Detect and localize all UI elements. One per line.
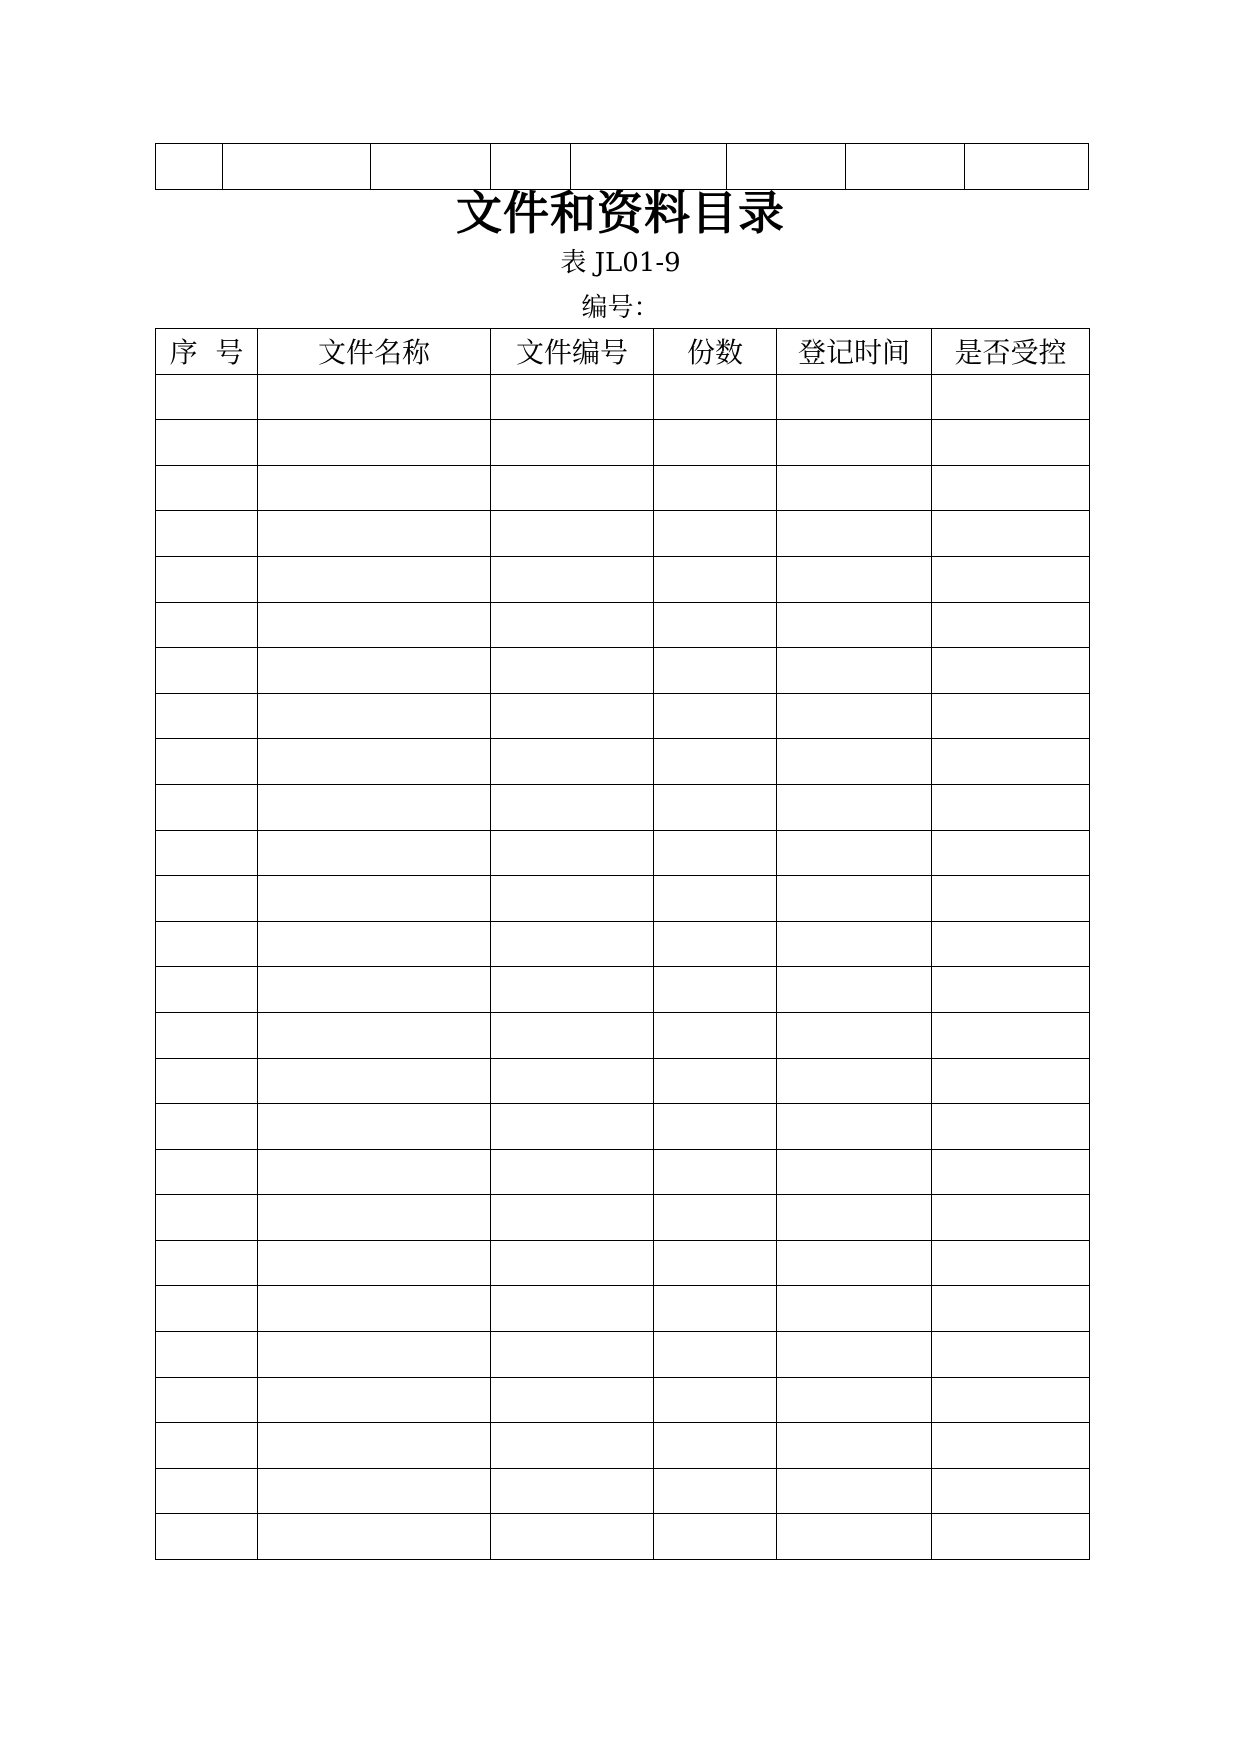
table-row: [156, 465, 1090, 511]
table-cell[interactable]: [932, 1286, 1090, 1332]
table-cell[interactable]: [258, 1468, 491, 1514]
table-row: [156, 1149, 1090, 1195]
table-cell[interactable]: [156, 830, 258, 876]
table-cell[interactable]: [491, 1423, 654, 1469]
table-cell[interactable]: [156, 420, 258, 466]
table-cell[interactable]: [777, 1240, 932, 1286]
table-cell[interactable]: [156, 1286, 258, 1332]
table-cell[interactable]: [777, 602, 932, 648]
table-cell[interactable]: [654, 1468, 777, 1514]
table-cell[interactable]: [932, 1468, 1090, 1514]
table-cell[interactable]: [156, 1195, 258, 1241]
table-cell[interactable]: [777, 693, 932, 739]
table-cell[interactable]: [258, 420, 491, 466]
table-row: [156, 1104, 1090, 1150]
table-cell[interactable]: [258, 1012, 491, 1058]
table-cell[interactable]: [932, 830, 1090, 876]
table-cell[interactable]: [258, 1195, 491, 1241]
table-cell[interactable]: [156, 465, 258, 511]
table-cell[interactable]: [156, 1514, 258, 1560]
table-cell[interactable]: [156, 511, 258, 557]
table-cell[interactable]: [491, 739, 654, 785]
table-cell[interactable]: [654, 374, 777, 420]
column-header-register-time: 登记时间: [777, 329, 932, 375]
table-row: [156, 876, 1090, 922]
table-header-row: [156, 329, 1090, 375]
table-cell[interactable]: [491, 1240, 654, 1286]
table-cell[interactable]: [777, 465, 932, 511]
table-cell[interactable]: [932, 693, 1090, 739]
table-cell[interactable]: [777, 830, 932, 876]
table-cell[interactable]: [777, 1286, 932, 1332]
table-cell[interactable]: [777, 1377, 932, 1423]
table-cell[interactable]: [258, 876, 491, 922]
table-cell[interactable]: [654, 602, 777, 648]
table-cell[interactable]: [777, 1332, 932, 1378]
table-cell[interactable]: [156, 1149, 258, 1195]
table-cell[interactable]: [777, 739, 932, 785]
table-row: [156, 1468, 1090, 1514]
table-cell[interactable]: [932, 1104, 1090, 1150]
table-row: [156, 648, 1090, 694]
table-cell[interactable]: [491, 511, 654, 557]
table-cell[interactable]: [491, 374, 654, 420]
table-cell[interactable]: [156, 1012, 258, 1058]
table-cell[interactable]: [491, 602, 654, 648]
table-cell[interactable]: [491, 693, 654, 739]
table-cell[interactable]: [258, 648, 491, 694]
table-cell[interactable]: [932, 1149, 1090, 1195]
table-cell[interactable]: [156, 1377, 258, 1423]
form-code: 表 JL01-9: [560, 248, 681, 278]
table-cell[interactable]: [156, 1104, 258, 1150]
table-cell[interactable]: [654, 1286, 777, 1332]
table-cell[interactable]: [654, 1195, 777, 1241]
table-cell[interactable]: [258, 1058, 491, 1104]
table-cell[interactable]: [777, 1468, 932, 1514]
table-cell[interactable]: [654, 556, 777, 602]
table-cell[interactable]: [258, 921, 491, 967]
table-cell[interactable]: [491, 876, 654, 922]
table-cell[interactable]: [156, 876, 258, 922]
table-cell[interactable]: [654, 784, 777, 830]
table-cell[interactable]: [932, 556, 1090, 602]
table-cell[interactable]: [932, 602, 1090, 648]
table-cell[interactable]: [932, 1012, 1090, 1058]
table-cell[interactable]: [258, 556, 491, 602]
table-cell[interactable]: [932, 374, 1090, 420]
table-cell[interactable]: [932, 739, 1090, 785]
table-row: [156, 1195, 1090, 1241]
table-cell[interactable]: [491, 967, 654, 1013]
table-cell[interactable]: [932, 967, 1090, 1013]
table-cell[interactable]: [654, 1240, 777, 1286]
table-cell[interactable]: [654, 1104, 777, 1150]
table-cell[interactable]: [491, 648, 654, 694]
table-row: [156, 1423, 1090, 1469]
table-cell[interactable]: [777, 648, 932, 694]
table-row: [156, 420, 1090, 466]
table-cell[interactable]: [932, 420, 1090, 466]
table-cell[interactable]: [258, 784, 491, 830]
table-cell[interactable]: [932, 1423, 1090, 1469]
table-cell[interactable]: [777, 1149, 932, 1195]
table-cell[interactable]: [156, 784, 258, 830]
table-cell[interactable]: [777, 1012, 932, 1058]
table-cell[interactable]: [156, 556, 258, 602]
table-cell[interactable]: [491, 1468, 654, 1514]
table-cell[interactable]: [258, 739, 491, 785]
table-cell[interactable]: [258, 374, 491, 420]
table-cell[interactable]: [654, 1058, 777, 1104]
table-cell[interactable]: [156, 921, 258, 967]
table-cell[interactable]: [932, 921, 1090, 967]
table-cell[interactable]: [654, 1514, 777, 1560]
table-cell[interactable]: [258, 1377, 491, 1423]
table-cell[interactable]: [156, 967, 258, 1013]
table-cell[interactable]: [156, 1423, 258, 1469]
table-cell[interactable]: [654, 1423, 777, 1469]
column-header-controlled: 是否受控: [932, 329, 1090, 375]
table-cell[interactable]: [654, 1012, 777, 1058]
column-header-file-number: 文件编号: [491, 329, 654, 375]
column-header-serial: 序 号: [156, 329, 258, 375]
table-row: [156, 602, 1090, 648]
table-cell[interactable]: [258, 1332, 491, 1378]
table-row: [156, 830, 1090, 876]
table-cell[interactable]: [777, 876, 932, 922]
table-row: [156, 784, 1090, 830]
table-cell[interactable]: [491, 1149, 654, 1195]
table-cell[interactable]: [654, 967, 777, 1013]
table-cell[interactable]: [654, 739, 777, 785]
table-cell[interactable]: [258, 1423, 491, 1469]
table-cell[interactable]: [777, 511, 932, 557]
table-cell[interactable]: [654, 830, 777, 876]
document-title: 文件和资料目录: [456, 186, 785, 240]
table-row: [156, 511, 1090, 557]
catalog-table: [155, 328, 1090, 1560]
table-body: [156, 374, 1090, 1559]
table-row: [156, 1012, 1090, 1058]
table-row: [156, 1286, 1090, 1332]
table-cell[interactable]: [777, 556, 932, 602]
table-row: [156, 1332, 1090, 1378]
table-row: [156, 1240, 1090, 1286]
table-cell[interactable]: [777, 967, 932, 1013]
table-cell[interactable]: [932, 465, 1090, 511]
table-cell[interactable]: [654, 1377, 777, 1423]
table-cell[interactable]: [258, 511, 491, 557]
table-row: [156, 739, 1090, 785]
table-cell[interactable]: [156, 693, 258, 739]
table-cell[interactable]: [258, 1286, 491, 1332]
table-cell[interactable]: [491, 420, 654, 466]
table-cell[interactable]: [932, 876, 1090, 922]
table-cell[interactable]: [654, 420, 777, 466]
table-row: [156, 921, 1090, 967]
table-cell[interactable]: [156, 1332, 258, 1378]
table-row: [156, 693, 1090, 739]
table-cell[interactable]: [777, 1058, 932, 1104]
serial-number-label: 编号：: [581, 293, 660, 323]
table-cell[interactable]: [777, 1195, 932, 1241]
table-row: [156, 1514, 1090, 1560]
table-row: [156, 1377, 1090, 1423]
table-cell[interactable]: [156, 1240, 258, 1286]
table-cell[interactable]: [777, 374, 932, 420]
table-cell[interactable]: [258, 602, 491, 648]
table-cell[interactable]: [156, 1058, 258, 1104]
table-cell[interactable]: [491, 465, 654, 511]
table-cell[interactable]: [932, 1195, 1090, 1241]
table-cell[interactable]: [491, 921, 654, 967]
table-cell[interactable]: [491, 784, 654, 830]
table-cell[interactable]: [654, 648, 777, 694]
table-cell[interactable]: [932, 648, 1090, 694]
table-cell[interactable]: [156, 648, 258, 694]
table-cell[interactable]: [156, 1468, 258, 1514]
table-cell[interactable]: [654, 921, 777, 967]
table-cell[interactable]: [491, 1012, 654, 1058]
table-cell[interactable]: [258, 967, 491, 1013]
table-cell[interactable]: [491, 1332, 654, 1378]
table-cell[interactable]: [932, 1332, 1090, 1378]
table-cell[interactable]: [491, 1195, 654, 1241]
table-cell[interactable]: [258, 1104, 491, 1150]
table-row: [156, 967, 1090, 1013]
table-cell[interactable]: [491, 1514, 654, 1560]
table-cell[interactable]: [932, 1240, 1090, 1286]
table-cell[interactable]: [156, 602, 258, 648]
table-cell[interactable]: [932, 511, 1090, 557]
table-cell[interactable]: [258, 1240, 491, 1286]
table-cell[interactable]: [654, 876, 777, 922]
table-cell[interactable]: [491, 1377, 654, 1423]
table-cell[interactable]: [777, 784, 932, 830]
table-row: [156, 1058, 1090, 1104]
table-cell[interactable]: [258, 830, 491, 876]
table-cell[interactable]: [258, 693, 491, 739]
table-cell[interactable]: [654, 693, 777, 739]
table-cell[interactable]: [258, 465, 491, 511]
table-row: [156, 556, 1090, 602]
column-header-file-name: 文件名称: [258, 329, 491, 375]
table-cell[interactable]: [777, 420, 932, 466]
table-cell[interactable]: [777, 921, 932, 967]
table-cell[interactable]: [932, 1058, 1090, 1104]
table-cell[interactable]: [258, 1514, 491, 1560]
table-cell[interactable]: [932, 784, 1090, 830]
table-cell[interactable]: [491, 556, 654, 602]
table-cell[interactable]: [654, 465, 777, 511]
table-cell[interactable]: [654, 511, 777, 557]
table-cell[interactable]: [932, 1514, 1090, 1560]
table-cell[interactable]: [654, 1149, 777, 1195]
table-cell[interactable]: [491, 1058, 654, 1104]
table-cell[interactable]: [654, 1332, 777, 1378]
table-cell[interactable]: [777, 1514, 932, 1560]
table-cell[interactable]: [932, 1377, 1090, 1423]
table-cell[interactable]: [258, 1149, 491, 1195]
table-cell[interactable]: [777, 1104, 932, 1150]
column-header-copies: 份数: [654, 329, 777, 375]
table-cell[interactable]: [156, 739, 258, 785]
table-cell[interactable]: [777, 1423, 932, 1469]
table-cell[interactable]: [491, 1286, 654, 1332]
table-cell[interactable]: [491, 830, 654, 876]
table-row: [156, 374, 1090, 420]
table-cell[interactable]: [491, 1104, 654, 1150]
table-cell[interactable]: [156, 374, 258, 420]
